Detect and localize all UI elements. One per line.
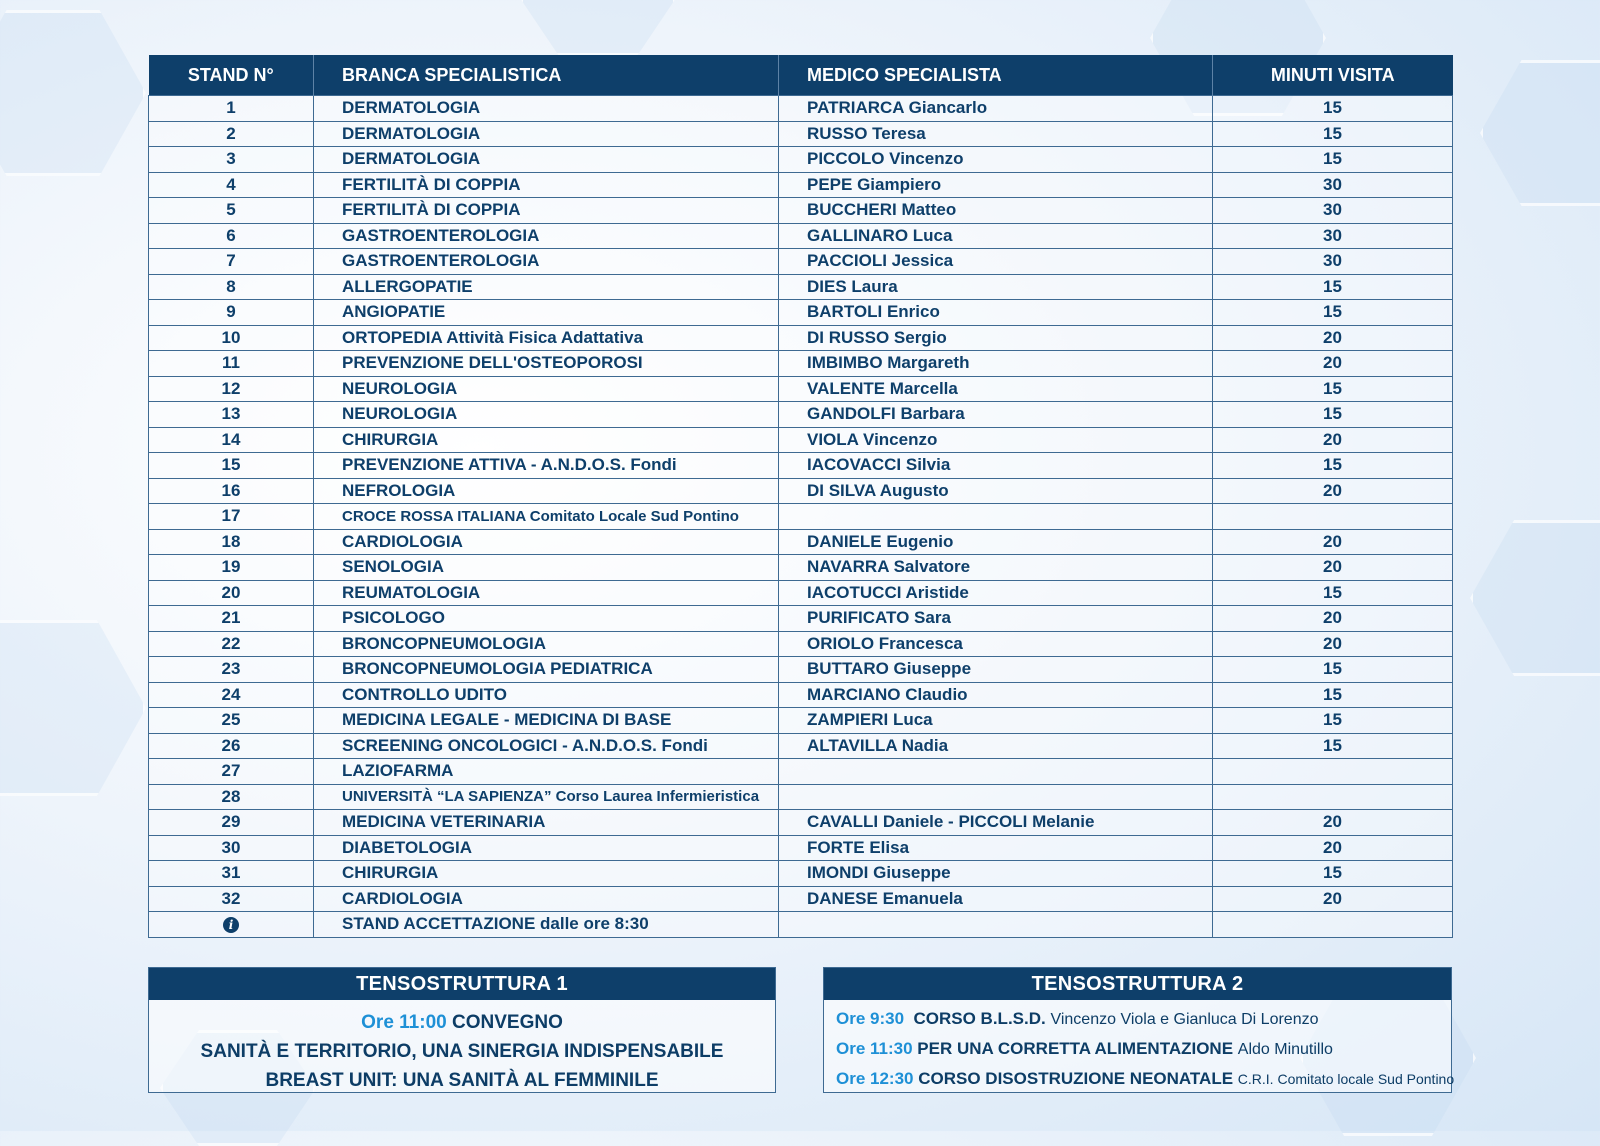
header-medico: MEDICO SPECIALISTA: [779, 55, 1213, 96]
event-name: CONVEGNO: [452, 1012, 563, 1033]
stand-number-cell: 27: [149, 759, 314, 785]
medico-cell: GALLINARO Luca: [779, 223, 1213, 249]
branca-cell: BRONCOPNEUMOLOGIA PEDIATRICA: [314, 657, 779, 683]
table-row: [149, 708, 1453, 734]
branca-cell: ALLERGOPATIE: [314, 274, 779, 300]
branca-cell: MEDICINA LEGALE - MEDICINA DI BASE: [314, 708, 779, 734]
medico-cell: [779, 784, 1213, 810]
event-speakers: Aldo Minutillo: [1237, 1041, 1333, 1058]
header-stand-number: STAND N°: [149, 55, 314, 96]
tensostruttura-1-title: TENSOSTRUTTURA 1: [149, 968, 775, 1000]
minuti-cell: 20: [1213, 835, 1453, 861]
table-row-info: [149, 912, 1453, 938]
minuti-cell: 20: [1213, 325, 1453, 351]
minuti-cell: [1213, 504, 1453, 530]
tensostruttura-2-box: [823, 967, 1455, 1093]
stand-number-cell: 1: [149, 96, 314, 122]
minuti-cell: 15: [1213, 300, 1453, 326]
branca-cell: CHIRURGIA: [314, 427, 779, 453]
branca-cell: SENOLOGIA: [314, 555, 779, 581]
tensostruttura-1-line2: SANITÀ E TERRITORIO, UNA SINERGIA INDISPENSABILE: [200, 1041, 724, 1062]
table-row: [149, 886, 1453, 912]
tensostruttura-2-title: TENSOSTRUTTURA 2: [824, 968, 1451, 1000]
minuti-cell: 15: [1213, 708, 1453, 734]
tensostruttura-1-box: [148, 967, 776, 1093]
table-row: [149, 606, 1453, 632]
branca-cell: NEUROLOGIA: [314, 376, 779, 402]
stand-number-cell: 11: [149, 351, 314, 377]
stand-number-cell: 20: [149, 580, 314, 606]
branca-cell: REUMATOLOGIA: [314, 580, 779, 606]
stand-number-cell: 23: [149, 657, 314, 683]
branca-cell: ORTOPEDIA Attività Fisica Adattativa: [314, 325, 779, 351]
medico-cell: IMBIMBO Margareth: [779, 351, 1213, 377]
medico-cell: BARTOLI Enrico: [779, 300, 1213, 326]
stand-number-cell: 25: [149, 708, 314, 734]
medico-cell: PURIFICATO Sara: [779, 606, 1213, 632]
stand-number-cell: 10: [149, 325, 314, 351]
event-time: Ore 11:00: [361, 1012, 447, 1033]
stand-number-cell: 3: [149, 147, 314, 173]
stand-number-cell: 5: [149, 198, 314, 224]
stand-number-cell: 2: [149, 121, 314, 147]
branca-cell: SCREENING ONCOLOGICI - A.N.D.O.S. Fondi: [314, 733, 779, 759]
tensostruttura-2-item: [836, 1004, 1451, 1034]
table-row: [149, 529, 1453, 555]
medico-cell: BUCCHERI Matteo: [779, 198, 1213, 224]
branca-cell: BRONCOPNEUMOLOGIA: [314, 631, 779, 657]
minuti-cell: 20: [1213, 351, 1453, 377]
medico-cell: NAVARRA Salvatore: [779, 555, 1213, 581]
branca-cell: CROCE ROSSA ITALIANA Comitato Locale Sud Pontino: [314, 504, 779, 530]
medico-cell: IACOVACCI Silvia: [779, 453, 1213, 479]
stand-schedule-table: [148, 55, 1453, 938]
medico-cell: IACOTUCCI Aristide: [779, 580, 1213, 606]
table-row: [149, 580, 1453, 606]
minuti-cell: 15: [1213, 861, 1453, 887]
branca-cell: GASTROENTEROLOGIA: [314, 223, 779, 249]
event-speakers: C.R.I. Comitato locale Sud Pontino: [1237, 1071, 1455, 1087]
medico-cell: PICCOLO Vincenzo: [779, 147, 1213, 173]
stand-number-cell: 30: [149, 835, 314, 861]
stand-number-cell: 6: [149, 223, 314, 249]
minuti-cell: 15: [1213, 453, 1453, 479]
minuti-cell: 20: [1213, 427, 1453, 453]
event-name: PER UNA CORRETTA ALIMENTAZIONE: [917, 1039, 1234, 1058]
minuti-cell: 15: [1213, 274, 1453, 300]
table-row: [149, 453, 1453, 479]
stand-number-cell: 15: [149, 453, 314, 479]
stand-number-cell: 8: [149, 274, 314, 300]
info-icon: i: [223, 917, 239, 933]
branca-cell: UNIVERSITÀ “LA SAPIENZA” Corso Laurea Infermieristica: [314, 784, 779, 810]
minuti-cell: 15: [1213, 733, 1453, 759]
table-row: [149, 300, 1453, 326]
stand-number-cell: 21: [149, 606, 314, 632]
branca-cell: CONTROLLO UDITO: [314, 682, 779, 708]
medico-cell: CAVALLI Daniele - PICCOLI Melanie: [779, 810, 1213, 836]
table-row: [149, 325, 1453, 351]
medico-cell: RUSSO Teresa: [779, 121, 1213, 147]
table-row: [149, 96, 1453, 122]
minuti-cell: 30: [1213, 249, 1453, 275]
info-cell: [149, 912, 314, 938]
event-name: CORSO B.L.S.D.: [913, 1009, 1046, 1028]
stand-number-cell: 19: [149, 555, 314, 581]
tensostruttura-2-item: [836, 1064, 1455, 1094]
empty-minuti-cell: [1213, 912, 1453, 938]
stand-number-cell: 4: [149, 172, 314, 198]
medico-cell: DANIELE Eugenio: [779, 529, 1213, 555]
stand-number-cell: 31: [149, 861, 314, 887]
minuti-cell: [1213, 759, 1453, 785]
branca-cell: CHIRURGIA: [314, 861, 779, 887]
minuti-cell: 20: [1213, 529, 1453, 555]
table-row: [149, 861, 1453, 887]
branca-cell: DERMATOLOGIA: [314, 96, 779, 122]
event-time: Ore 9:30: [836, 1009, 905, 1028]
table-header-row: [149, 55, 1453, 96]
branca-cell: PREVENZIONE ATTIVA - A.N.D.O.S. Fondi: [314, 453, 779, 479]
medico-cell: MARCIANO Claudio: [779, 682, 1213, 708]
medico-cell: VIOLA Vincenzo: [779, 427, 1213, 453]
minuti-cell: 15: [1213, 657, 1453, 683]
minuti-cell: 15: [1213, 121, 1453, 147]
event-speakers: Vincenzo Viola e Gianluca Di Lorenzo: [1050, 1011, 1319, 1028]
branca-cell: CARDIOLOGIA: [314, 886, 779, 912]
medico-cell: DANESE Emanuela: [779, 886, 1213, 912]
medico-cell: VALENTE Marcella: [779, 376, 1213, 402]
minuti-cell: 20: [1213, 631, 1453, 657]
branca-cell: PSICOLOGO: [314, 606, 779, 632]
stand-number-cell: 16: [149, 478, 314, 504]
table-row: [149, 759, 1453, 785]
medico-cell: DI SILVA Augusto: [779, 478, 1213, 504]
stand-number-cell: 26: [149, 733, 314, 759]
event-time: Ore 12:30: [836, 1069, 914, 1088]
branca-cell: PREVENZIONE DELL'OSTEOPOROSI: [314, 351, 779, 377]
table-row: [149, 121, 1453, 147]
minuti-cell: 15: [1213, 682, 1453, 708]
header-branca: BRANCA SPECIALISTICA: [314, 55, 779, 96]
stand-number-cell: 24: [149, 682, 314, 708]
minuti-cell: 20: [1213, 478, 1453, 504]
stand-number-cell: 29: [149, 810, 314, 836]
medico-cell: ORIOLO Francesca: [779, 631, 1213, 657]
table-row: [149, 198, 1453, 224]
stand-number-cell: 18: [149, 529, 314, 555]
event-name: CORSO DISOSTRUZIONE NEONATALE: [918, 1069, 1234, 1088]
empty-medico-cell: [779, 912, 1213, 938]
medico-cell: GANDOLFI Barbara: [779, 402, 1213, 428]
table-row: [149, 657, 1453, 683]
medico-cell: PEPE Giampiero: [779, 172, 1213, 198]
stand-number-cell: 12: [149, 376, 314, 402]
table-row: [149, 478, 1453, 504]
table-row: [149, 733, 1453, 759]
table-row: [149, 784, 1453, 810]
stand-number-cell: 13: [149, 402, 314, 428]
minuti-cell: 30: [1213, 198, 1453, 224]
table-row: [149, 147, 1453, 173]
minuti-cell: 30: [1213, 172, 1453, 198]
medico-cell: BUTTARO Giuseppe: [779, 657, 1213, 683]
medico-cell: ALTAVILLA Nadia: [779, 733, 1213, 759]
branca-cell: NEUROLOGIA: [314, 402, 779, 428]
branca-cell: DERMATOLOGIA: [314, 147, 779, 173]
medico-cell: FORTE Elisa: [779, 835, 1213, 861]
minuti-cell: 20: [1213, 810, 1453, 836]
medico-cell: PATRIARCA Giancarlo: [779, 96, 1213, 122]
table-row: [149, 504, 1453, 530]
medico-cell: [779, 759, 1213, 785]
medico-cell: IMONDI Giuseppe: [779, 861, 1213, 887]
header-minuti: MINUTI VISITA: [1213, 55, 1453, 96]
branca-cell: DERMATOLOGIA: [314, 121, 779, 147]
medico-cell: [779, 504, 1213, 530]
table-row: [149, 274, 1453, 300]
medico-cell: DI RUSSO Sergio: [779, 325, 1213, 351]
table-row: [149, 172, 1453, 198]
table-row: [149, 249, 1453, 275]
table-row: [149, 835, 1453, 861]
table-row: [149, 682, 1453, 708]
stand-number-cell: 32: [149, 886, 314, 912]
minuti-cell: 15: [1213, 147, 1453, 173]
stand-number-cell: 17: [149, 504, 314, 530]
branca-cell: CARDIOLOGIA: [314, 529, 779, 555]
branca-cell: ANGIOPATIE: [314, 300, 779, 326]
info-text-cell: STAND ACCETTAZIONE dalle ore 8:30: [314, 912, 779, 938]
table-row: [149, 376, 1453, 402]
stand-number-cell: 7: [149, 249, 314, 275]
minuti-cell: 30: [1213, 223, 1453, 249]
table-row: [149, 631, 1453, 657]
minuti-cell: 15: [1213, 580, 1453, 606]
minuti-cell: 15: [1213, 96, 1453, 122]
branca-cell: NEFROLOGIA: [314, 478, 779, 504]
medico-cell: PACCIOLI Jessica: [779, 249, 1213, 275]
branca-cell: FERTILITÀ DI COPPIA: [314, 172, 779, 198]
minuti-cell: 20: [1213, 555, 1453, 581]
table-row: [149, 402, 1453, 428]
table-row: [149, 427, 1453, 453]
minuti-cell: 15: [1213, 376, 1453, 402]
medico-cell: ZAMPIERI Luca: [779, 708, 1213, 734]
table-row: [149, 223, 1453, 249]
medico-cell: DIES Laura: [779, 274, 1213, 300]
tensostruttura-1-line3: BREAST UNIT: UNA SANITÀ AL FEMMINILE: [265, 1070, 659, 1091]
minuti-cell: 20: [1213, 886, 1453, 912]
branca-cell: FERTILITÀ DI COPPIA: [314, 198, 779, 224]
minuti-cell: [1213, 784, 1453, 810]
branca-cell: LAZIOFARMA: [314, 759, 779, 785]
minuti-cell: 20: [1213, 606, 1453, 632]
minuti-cell: 15: [1213, 402, 1453, 428]
branca-cell: MEDICINA VETERINARIA: [314, 810, 779, 836]
table-row: [149, 810, 1453, 836]
tensostruttura-2-item: [836, 1034, 1451, 1064]
table-row: [149, 351, 1453, 377]
table-row: [149, 555, 1453, 581]
branca-cell: DIABETOLOGIA: [314, 835, 779, 861]
branca-cell: GASTROENTEROLOGIA: [314, 249, 779, 275]
stand-number-cell: 28: [149, 784, 314, 810]
stand-number-cell: 22: [149, 631, 314, 657]
event-time: Ore 11:30: [836, 1039, 913, 1058]
tensostruttura-1-line1: [149, 1008, 775, 1037]
stand-number-cell: 9: [149, 300, 314, 326]
stand-number-cell: 14: [149, 427, 314, 453]
